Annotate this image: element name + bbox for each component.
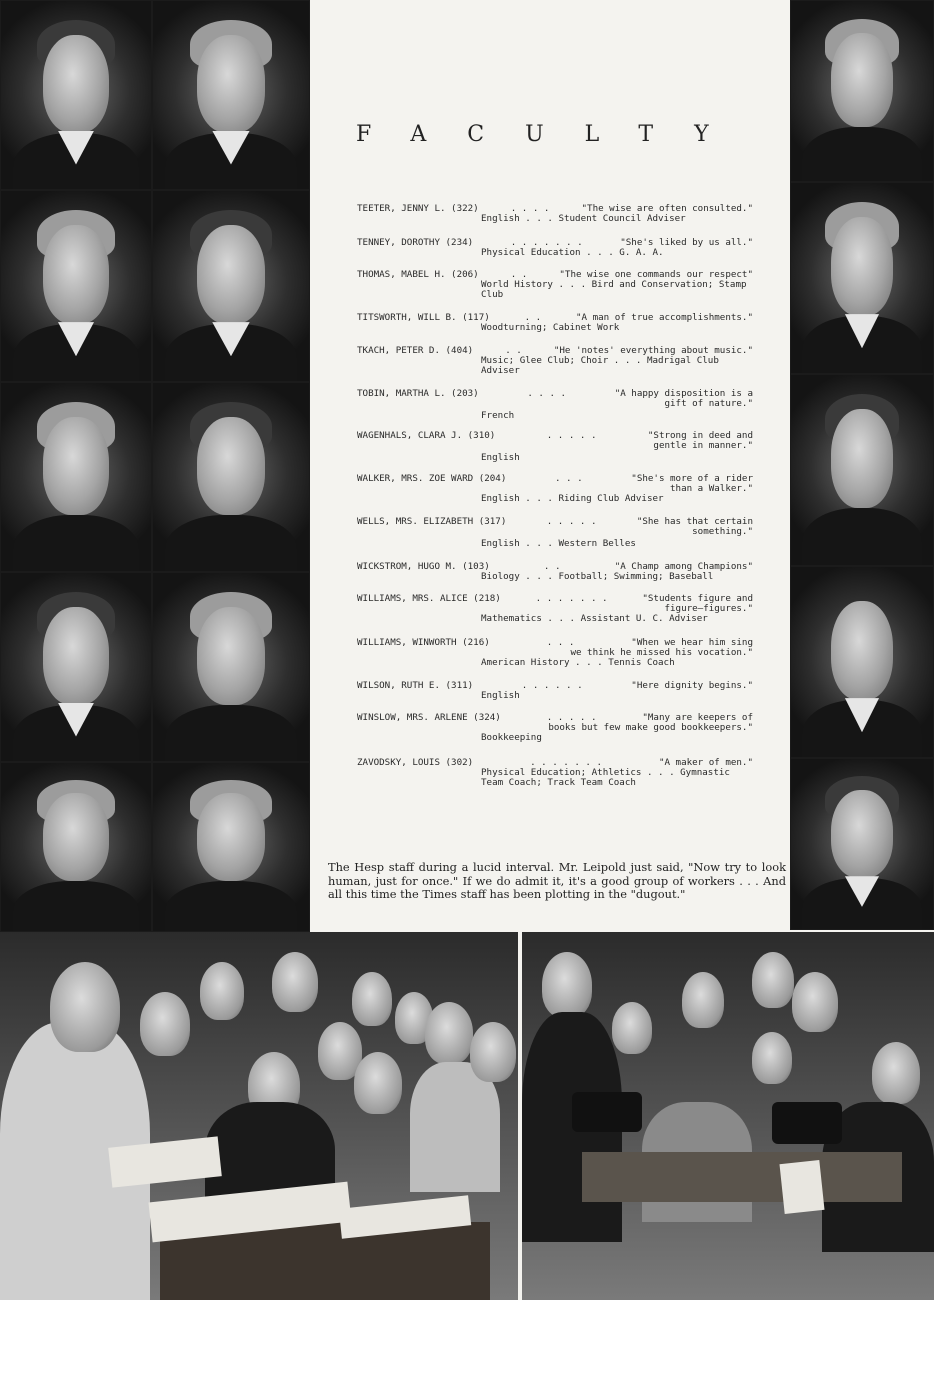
entry-subjects: English (481, 452, 520, 463)
entry-subjects: English . . . Student Council Adviser (481, 213, 686, 224)
entry-name: WELLS, MRS. ELIZABETH (317) (357, 516, 507, 527)
entry-subjects: Physical Education; Athletics . . . Gymnastic Team Coach; Track Team Coach (481, 767, 730, 788)
faculty-portrait (790, 566, 934, 758)
entry-quote-continued: books but few make good bookkeepers." (548, 722, 753, 733)
faculty-entry (357, 681, 753, 701)
faculty-portrait (0, 762, 152, 932)
entry-dots: . . . (554, 473, 583, 484)
entry-name: WICKSTROM, HUGO M. (103) (357, 561, 490, 572)
entry-quote: "The wise are often consulted." (581, 203, 753, 214)
faculty-entry (357, 594, 753, 624)
entry-quote-continued: than a Walker." (670, 483, 753, 494)
entry-quote-continued: something." (692, 526, 753, 537)
entry-subjects: English . . . Western Belles (481, 538, 636, 549)
faculty-entry (357, 346, 753, 376)
entry-quote: "A Champ among Champions" (614, 561, 753, 572)
faculty-entry (357, 270, 753, 300)
entry-quote: "The wise one commands our respect" (559, 269, 753, 280)
faculty-portrait (152, 190, 310, 382)
entry-subjects: World History . . . Bird and Conservation; Stamp Club (481, 279, 747, 300)
entry-dots: . . . . . (546, 516, 597, 527)
entry-name: WILSON, RUTH E. (311) (357, 680, 474, 691)
entry-quote: "A happy disposition is a (614, 388, 753, 399)
entry-subjects: English (481, 690, 520, 701)
faculty-portrait (790, 758, 934, 930)
entry-quote: "She has that certain (636, 516, 753, 527)
faculty-entry (357, 474, 753, 504)
entry-subjects: Biology . . . Football; Swimming; Baseball (481, 571, 714, 582)
photo-caption: The Hesp staff during a lucid interval. Mr. Leipold just said, "Now try to look human, just for once." If we do admit it, it's a good group of workers . . . And all this time the Times staff has been plotting in the "dugout." (328, 860, 786, 902)
faculty-entry (357, 758, 753, 788)
entry-subjects: English . . . Riding Club Adviser (481, 493, 664, 504)
entry-quote: "Strong in deed and (647, 430, 753, 441)
entry-dots: . . . . . (546, 712, 597, 723)
faculty-entry (357, 238, 753, 258)
entry-name: WAGENHALS, CLARA J. (310) (357, 430, 496, 441)
staff-typewriter-photo (522, 932, 934, 1300)
entry-dots: . . . . . . . (510, 237, 583, 248)
entry-name: THOMAS, MABEL H. (206) (357, 269, 479, 280)
faculty-portrait (790, 0, 934, 182)
faculty-portrait (152, 762, 310, 932)
faculty-portrait (152, 0, 310, 190)
entry-name: ZAVODSKY, LOUIS (302) (357, 757, 474, 768)
entry-quote-continued: figure—figures." (664, 603, 753, 614)
entry-quote: "Here dignity begins." (631, 680, 753, 691)
faculty-portrait (152, 382, 310, 572)
entry-name: TOBIN, MARTHA L. (203) (357, 388, 479, 399)
entry-dots: . . . . . . (521, 680, 583, 691)
entry-name: TENNEY, DOROTHY (234) (357, 237, 474, 248)
entry-quote: "A maker of men." (658, 757, 753, 768)
entry-dots: . . . . (527, 388, 567, 399)
entry-quote: "When we hear him sing (631, 637, 753, 648)
entry-quote: "He 'notes' everything about music." (553, 345, 753, 356)
entry-dots: . . . . . . . (535, 593, 608, 604)
faculty-entry (357, 431, 753, 463)
faculty-entry (357, 562, 753, 582)
entry-quote: "Students figure and (642, 593, 753, 604)
entry-name: TKACH, PETER D. (404) (357, 345, 474, 356)
entry-dots: . . (510, 269, 528, 280)
staff-group-photo (0, 932, 518, 1300)
entry-name: TEETER, JENNY L. (322) (357, 203, 479, 214)
faculty-portrait (790, 374, 934, 566)
entry-dots: . . . . (510, 203, 550, 214)
faculty-entry (357, 204, 753, 224)
entry-name: WILLIAMS, WINWORTH (216) (357, 637, 490, 648)
faculty-entry (357, 517, 753, 549)
entry-name: TITSWORTH, WILL B. (117) (357, 312, 490, 323)
entry-dots: . . (505, 345, 522, 356)
entry-subjects: Physical Education . . . G. A. A. (481, 247, 664, 258)
faculty-entry (357, 389, 753, 421)
entry-subjects: French (481, 410, 515, 421)
entry-name: WALKER, MRS. ZOE WARD (204) (357, 473, 507, 484)
faculty-entry (357, 313, 753, 333)
faculty-portrait (0, 0, 152, 190)
entry-dots: . . . . . (546, 430, 597, 441)
faculty-portrait (0, 190, 152, 382)
entry-name: WILLIAMS, MRS. ALICE (218) (357, 593, 501, 604)
page-title: FACULTY (356, 122, 750, 147)
entry-quote: "A man of true accomplishments." (575, 312, 753, 323)
entry-quote-continued: gentle in manner." (653, 440, 753, 451)
entry-dots: . . . (546, 637, 575, 648)
entry-name: WINSLOW, MRS. ARLENE (324) (357, 712, 501, 723)
entry-quote: "She's liked by us all." (620, 237, 753, 248)
faculty-portrait (790, 182, 934, 374)
entry-quote-continued: we think he missed his vocation." (570, 647, 753, 658)
entry-subjects: Woodturning; Cabinet Work (481, 322, 620, 333)
faculty-entry (357, 638, 753, 668)
faculty-portrait (0, 382, 152, 572)
entry-subjects: Bookkeeping (481, 732, 542, 743)
entry-quote: "She's more of a rider (631, 473, 753, 484)
faculty-portrait (152, 572, 310, 762)
faculty-entry (357, 713, 753, 743)
entry-quote-continued: gift of nature." (664, 398, 753, 409)
entry-subjects: Music; Glee Club; Choir . . . Madrigal Club Adviser (481, 355, 719, 376)
entry-quote: "Many are keepers of (642, 712, 753, 723)
entry-dots: . . (524, 312, 542, 323)
entry-subjects: Mathematics . . . Assistant U. C. Adviser (481, 613, 708, 624)
entry-subjects: American History . . . Tennis Coach (481, 657, 675, 668)
entry-dots: . . . . . . . (530, 757, 603, 768)
entry-dots: . . (543, 561, 561, 572)
faculty-portrait (0, 572, 152, 762)
